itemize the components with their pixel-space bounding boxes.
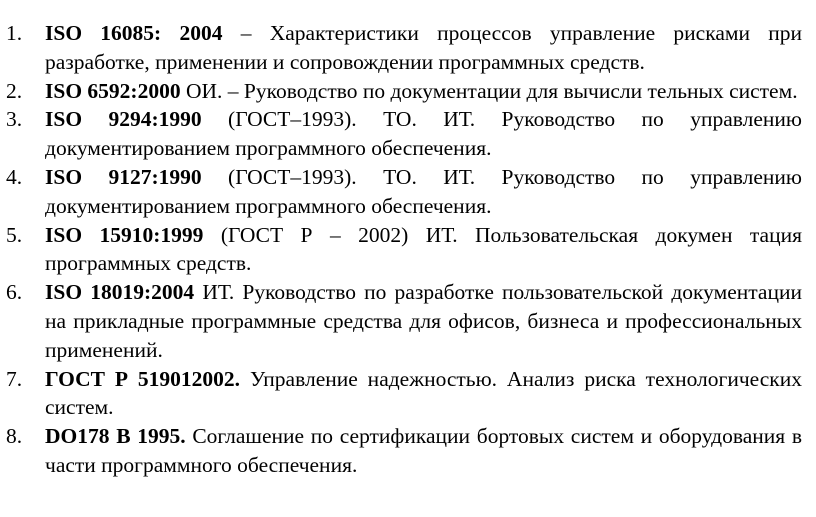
list-item (0, 422, 816, 480)
standard-code: ISO 16085: 2004 (45, 21, 223, 45)
item-number: 8. (6, 424, 23, 449)
item-description: Соглашение по сертификации бортовых систем и оборудования в части программного обеспечения. (45, 424, 803, 477)
standard-code: ISO 9294:1990 (45, 107, 202, 132)
item-number: 2. (6, 78, 23, 103)
list-item (0, 278, 816, 364)
item-description: Управление надежностью. Анализ риска технологических систем. (45, 366, 803, 420)
list-item (0, 221, 816, 279)
item-number: 3. (6, 107, 23, 132)
item-description: ОИ. – Руководство по документации для вычисли тельных систем. (180, 78, 798, 103)
item-number: 7. (6, 366, 23, 391)
item-description: (ГОСТ–1993). ТО. ИТ. Руководство по управлению документированием программного обеспечения. (45, 107, 802, 161)
standard-code: DO178 B 1995. (45, 424, 186, 449)
item-description: – Характеристики процессов управление рисками при разработке, применении и сопровождении программных средств. (45, 21, 802, 74)
item-description: (ГОСТ Р – 2002) ИТ. Пользовательская докумен тация программных средств. (45, 222, 802, 276)
standard-code: ISO 6592:2000 (45, 78, 181, 103)
list-item (0, 365, 816, 423)
reference-list (0, 19, 816, 480)
list-item (0, 105, 816, 163)
standard-code: ISO 15910:1999 (45, 222, 204, 247)
standard-code: ГОСТ Р 519012002. (45, 366, 241, 391)
item-description: (ГОСТ–1993). ТО. ИТ. Руководство по управлению документированием программного обеспечения. (45, 164, 802, 218)
item-number: 4. (6, 164, 23, 189)
standard-code: ISO 18019:2004 (45, 280, 195, 305)
item-number: 1. (6, 21, 23, 45)
item-description: ИТ. Руководство по разработке пользовательской документации на прикладные программные средства для офисов, бизнеса и профессиональных применений. (45, 280, 802, 362)
item-number: 5. (6, 222, 23, 247)
list-item (0, 19, 816, 77)
list-item (0, 163, 816, 221)
list-item (0, 77, 816, 106)
standard-code: ISO 9127:1990 (45, 164, 202, 189)
item-number: 6. (6, 280, 23, 305)
